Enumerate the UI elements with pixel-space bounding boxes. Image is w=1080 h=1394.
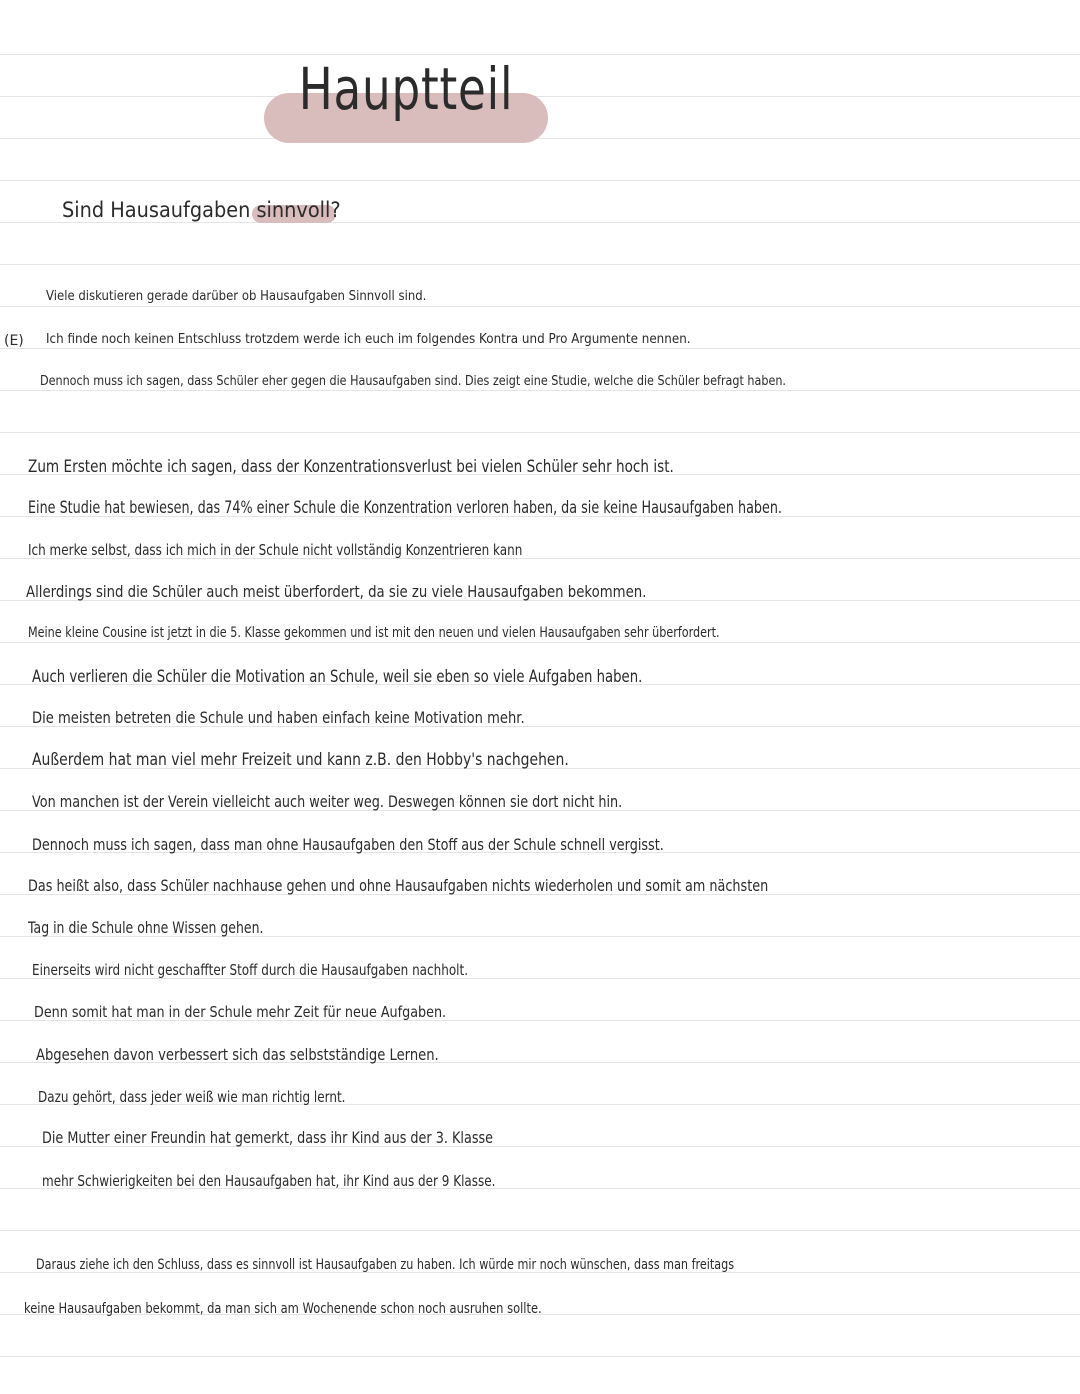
text-line: Eine Studie hat bewiesen, das 74% einer Schule die Konzentration verloren haben, da sie keine Hausaufgaben haben. xyxy=(28,498,782,518)
text-line: Ich finde noch keinen Entschluss trotzdem werde ich euch im folgendes Kontra und Pro Argumente nennen. xyxy=(46,332,691,347)
ruled-line xyxy=(0,138,1080,139)
text-line: Allerdings sind die Schüler auch meist überfordert, da sie zu viele Hausaufgaben bekommen. xyxy=(26,582,647,601)
text-line: Das heißt also, dass Schüler nachhause gehen und ohne Hausaufgaben nichts wiederholen und somit am nächsten xyxy=(28,876,769,895)
text-line: keine Hausaufgaben bekommt, da man sich am Wochenende schon noch ausruhen sollte. xyxy=(24,1301,542,1317)
ruled-line xyxy=(0,642,1080,643)
ruled-line xyxy=(0,390,1080,391)
text-line: Tag in die Schule ohne Wissen gehen. xyxy=(28,918,264,937)
text-line: Abgesehen davon verbessert sich das selbstständige Lernen. xyxy=(36,1045,439,1064)
ruled-line xyxy=(0,432,1080,433)
text-line: Daraus ziehe ich den Schluss, dass es sinnvoll ist Hausaufgaben zu haben. Ich würde mir noch wünschen, dass man freitags xyxy=(36,1257,735,1273)
subtitle: Sind Hausaufgaben sinnvoll? xyxy=(62,198,341,222)
ruled-line xyxy=(0,1356,1080,1357)
ruled-line xyxy=(0,306,1080,307)
text-line: Zum Ersten möchte ich sagen, dass der Konzentrationsverlust bei vielen Schüler sehr hoch ist. xyxy=(28,457,674,477)
ruled-line xyxy=(0,96,1080,97)
ruled-line xyxy=(0,54,1080,55)
paragraph-marker: (E) xyxy=(4,333,24,349)
text-line: Dazu gehört, dass jeder weiß wie man richtig lernt. xyxy=(38,1088,346,1106)
text-line: Die Mutter einer Freundin hat gemerkt, dass ihr Kind aus der 3. Klasse xyxy=(42,1128,494,1147)
text-line: Ich merke selbst, dass ich mich in der Schule nicht vollständig Konzentrieren kann xyxy=(28,541,523,559)
ruled-line xyxy=(0,264,1080,265)
text-line: Die meisten betreten die Schule und haben einfach keine Motivation mehr. xyxy=(32,708,525,727)
text-line: mehr Schwierigkeiten bei den Hausaufgaben hat, ihr Kind aus der 9 Klasse. xyxy=(42,1172,496,1190)
ruled-line xyxy=(0,348,1080,349)
page-title: Hauptteil xyxy=(298,55,514,123)
text-line: Außerdem hat man viel mehr Freizeit und kann z.B. den Hobby's nachgehen. xyxy=(32,750,569,770)
text-line: Denn somit hat man in der Schule mehr Zeit für neue Aufgaben. xyxy=(34,1003,447,1021)
text-line: Dennoch muss ich sagen, dass Schüler eher gegen die Hausaufgaben sind. Dies zeigt eine Studie, welche die Schüler befragt haben. xyxy=(40,374,786,389)
text-line: Von manchen ist der Verein vielleicht auch weiter weg. Deswegen können sie dort nicht hin. xyxy=(32,792,623,811)
text-line: Dennoch muss ich sagen, dass man ohne Hausaufgaben den Stoff aus der Schule schnell vergisst. xyxy=(32,835,664,854)
text-line: Meine kleine Cousine ist jetzt in die 5. Klasse gekommen und ist mit den neuen und vielen Hausaufgaben sehr überfordert. xyxy=(28,625,720,641)
text-line: Einerseits wird nicht geschaffter Stoff durch die Hausaufgaben nachholt. xyxy=(32,961,469,979)
ruled-line xyxy=(0,1230,1080,1231)
ruled-line xyxy=(0,180,1080,181)
text-line: Auch verlieren die Schüler die Motivation an Schule, weil sie eben so viele Aufgaben haben. xyxy=(32,667,643,687)
ruled-line xyxy=(0,222,1080,223)
text-line: Viele diskutieren gerade darüber ob Hausaufgaben Sinnvoll sind. xyxy=(46,289,427,304)
